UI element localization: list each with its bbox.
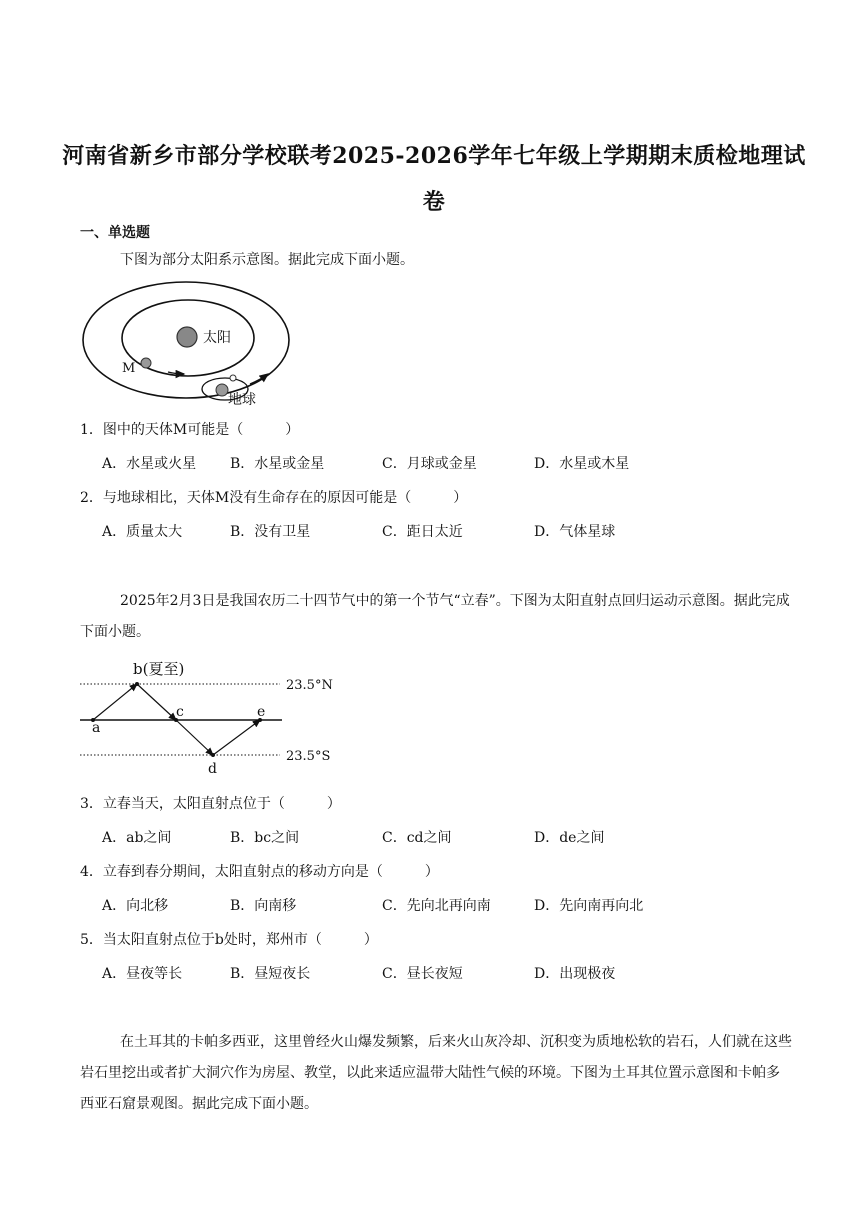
section-heading: 一、单选题 bbox=[80, 225, 150, 241]
direct-point-diagram bbox=[80, 657, 340, 777]
orbit-arrow-outer bbox=[250, 374, 268, 384]
question-3: 3．立春当天，太阳直射点位于（ ） bbox=[80, 796, 341, 812]
question-1: 1．图中的天体M可能是（ ） bbox=[80, 422, 300, 438]
intro-paragraph-3: 在土耳其的卡帕多西亚，这里曾经火山爆发频繁，后来火山灰冷却、沉积变为质地松软的岩石，人们就在这些岩石里挖出或者扩大洞穴作为房屋、教堂，以此来适应温带大陆性气候的环境。下图为土耳其位置示意图和卡帕多西亚石窟景观图。据此完成下面小题。 bbox=[80, 1034, 792, 1112]
q5-option-b[interactable]: B．昼短夜长 bbox=[230, 966, 311, 982]
path-de bbox=[213, 720, 260, 755]
q2-option-b[interactable]: B．没有卫星 bbox=[230, 524, 311, 540]
q5-option-a[interactable]: A．昼夜等长 bbox=[102, 966, 183, 982]
q1-option-d[interactable]: D．水星或木星 bbox=[534, 456, 630, 472]
moon-icon bbox=[230, 375, 236, 381]
q4-option-c[interactable]: C．先向北再向南 bbox=[382, 898, 491, 914]
path-cd bbox=[176, 720, 213, 755]
q4-option-d[interactable]: D．先向南再向北 bbox=[534, 898, 644, 914]
path-bc bbox=[137, 684, 176, 720]
q5-option-c[interactable]: C．昼长夜短 bbox=[382, 966, 463, 982]
question-2: 2．与地球相比，天体M没有生命存在的原因可能是（ ） bbox=[80, 490, 468, 506]
label-e: e bbox=[257, 704, 266, 720]
q2-option-d[interactable]: D．气体星球 bbox=[534, 524, 616, 540]
point-b bbox=[135, 682, 139, 686]
label-d: d bbox=[208, 761, 217, 777]
planet-m-icon bbox=[141, 358, 151, 368]
earth-icon bbox=[216, 384, 228, 396]
q2-option-a[interactable]: A．质量太大 bbox=[102, 524, 183, 540]
planet-m-label: M bbox=[122, 361, 136, 376]
q4-option-b[interactable]: B．向南移 bbox=[230, 898, 297, 914]
intro-paragraph-1: 下图为部分太阳系示意图。据此完成下面小题。 bbox=[120, 252, 414, 268]
label-b: b(夏至) bbox=[133, 660, 185, 678]
q4-option-a[interactable]: A．向北移 bbox=[102, 898, 169, 914]
solar-system-diagram bbox=[80, 292, 320, 417]
q3-option-c[interactable]: C．cd之间 bbox=[382, 830, 452, 846]
q3-option-b[interactable]: B．bc之间 bbox=[230, 830, 300, 846]
point-d bbox=[211, 753, 215, 757]
q1-option-a[interactable]: A．水星或火星 bbox=[102, 456, 197, 472]
q2-option-c[interactable]: C．距日太近 bbox=[382, 524, 463, 540]
south-tropic-label: 23.5°S bbox=[286, 749, 331, 764]
q5-option-d[interactable]: D．出现极夜 bbox=[534, 966, 616, 982]
intro-paragraph-2: 2025年2月3日是我国农历二十四节气中的第一个节气“立春”。下图为太阳直射点回归运动示意图。据此完成下面小题。 bbox=[80, 593, 790, 640]
sun-icon bbox=[177, 327, 197, 347]
question-4: 4．立春到春分期间，太阳直射点的移动方向是（ ） bbox=[80, 864, 439, 880]
north-tropic-label: 23.5°N bbox=[286, 678, 333, 693]
earth-label: 地球 bbox=[228, 392, 256, 408]
orbit-arrow-inner bbox=[168, 372, 184, 374]
page-title: 河南省新乡市部分学校联考2025-2026学年七年级上学期期末质检地理试卷 bbox=[62, 143, 806, 215]
sun-label: 太阳 bbox=[203, 330, 231, 346]
q3-option-d[interactable]: D．de之间 bbox=[534, 830, 605, 846]
path-ab bbox=[93, 684, 137, 720]
q3-option-a[interactable]: A．ab之间 bbox=[102, 830, 172, 846]
q1-option-b[interactable]: B．水星或金星 bbox=[230, 456, 325, 472]
q1-option-c[interactable]: C．月球或金星 bbox=[382, 456, 477, 472]
question-5: 5．当太阳直射点位于b处时，郑州市（ ） bbox=[80, 932, 378, 948]
label-c: c bbox=[176, 704, 184, 720]
label-a: a bbox=[92, 720, 101, 736]
